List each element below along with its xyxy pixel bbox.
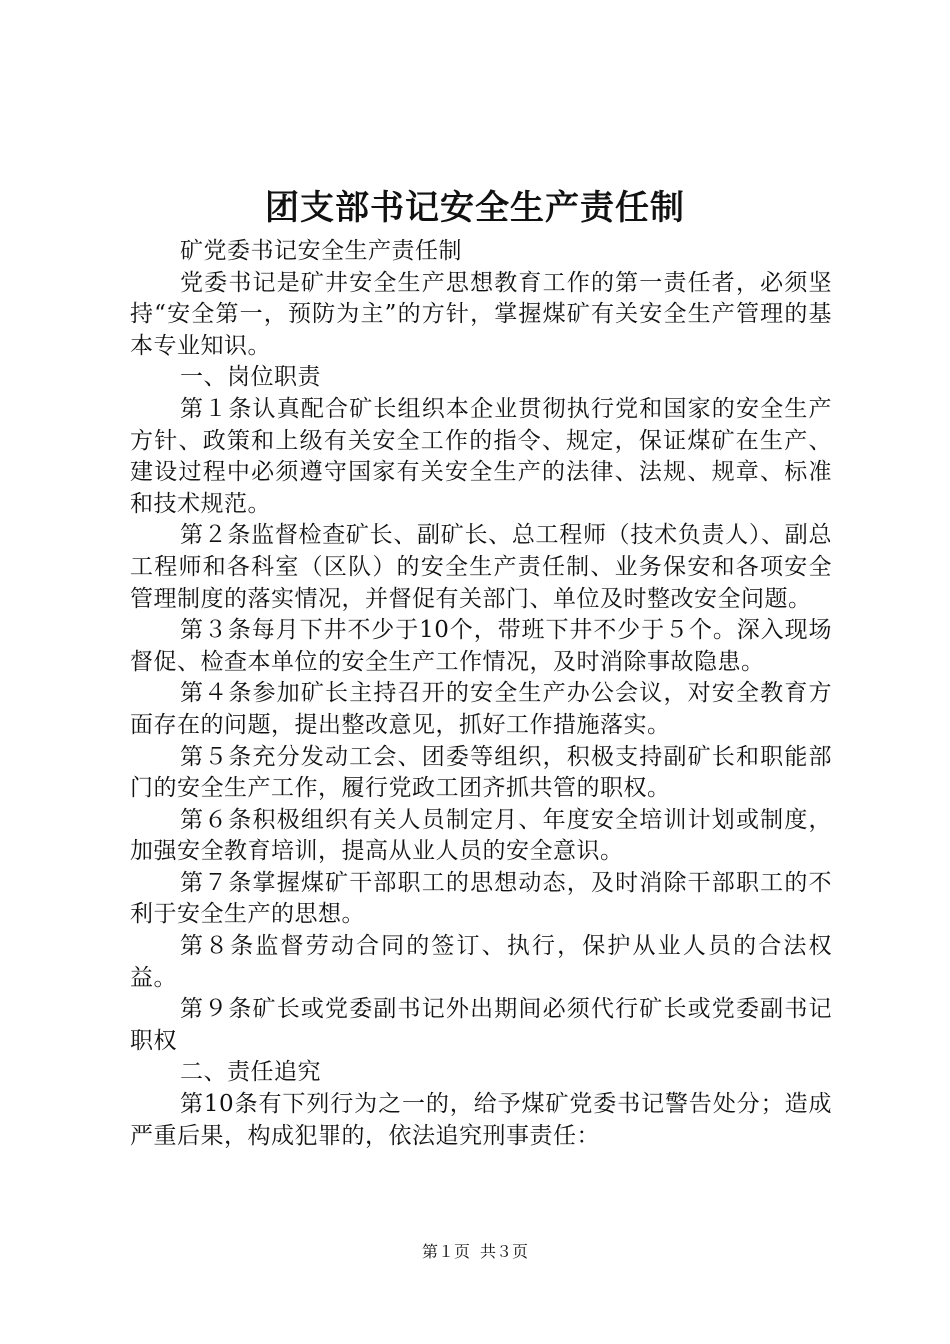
intro-paragraph: 党委书记是矿井安全生产思想教育工作的第一责任者，必须坚持“安全第一，预防为主”的方针，掌握煤矿有关安全生产管理的基本专业知识。 <box>130 269 832 359</box>
article-4: 第４条参加矿长主持召开的安全生产办公会议，对安全教育方面存在的问题，提出整改意见，抓好工作措施落实。 <box>130 680 832 738</box>
page-footer <box>0 1242 950 1262</box>
article-6: 第６条积极组织有关人员制定月、年度安全培训计划或制度，加强安全教育培训，提高从业人员的安全意识。 <box>130 806 832 865</box>
article-3: 第３条每月下井不少于10个，带班下井不少于５个。深入现场督促、检查本单位的安全生产工作情况，及时消除事故隐患。 <box>130 617 832 675</box>
article-7: 第７条掌握煤矿干部职工的思想动态，及时消除干部职工的不利于安全生产的思想。 <box>130 869 832 928</box>
page-total: 共３页 <box>480 1242 529 1261</box>
document-title: 团支部书记安全生产责任制 <box>265 188 685 228</box>
section-heading-liability: 二、责任追究 <box>180 1059 321 1086</box>
article-2: 第２条监督检查矿长、副矿长、总工程师（技术负责人）、副总工程师和各科室（区队）的安全生产责任制、业务保安和各项安全管理制度的落实情况，并督促有关部门、单位及时整改安全问题。 <box>130 522 832 612</box>
section-heading-duties: 一、岗位职责 <box>180 364 321 391</box>
document-body <box>130 236 832 1152</box>
article-5: 第５条充分发动工会、团委等组织，积极支持副矿长和职能部门的安全生产工作，履行党政工团齐抓共管的职权。 <box>130 743 832 802</box>
article-1: 第１条认真配合矿长组织本企业贯彻执行党和国家的安全生产方针、政策和上级有关安全工作的指令、规定，保证煤矿在生产、建设过程中必须遵守国家有关安全生产的法律、法规、规章、标准和技术规范。 <box>130 395 832 517</box>
article-10: 第10条有下列行为之一的，给予煤矿党委书记警告处分；造成严重后果，构成犯罪的，依法追究刑事责任： <box>130 1091 832 1149</box>
article-9: 第９条矿长或党委副书记外出期间必须代行矿长或党委副书记职权 <box>130 996 832 1054</box>
subtitle-paragraph: 矿党委书记安全生产责任制 <box>180 238 462 264</box>
page-number: 第１页 <box>421 1242 470 1261</box>
article-8: 第８条监督劳动合同的签订、执行，保护从业人员的合法权益。 <box>130 933 832 991</box>
